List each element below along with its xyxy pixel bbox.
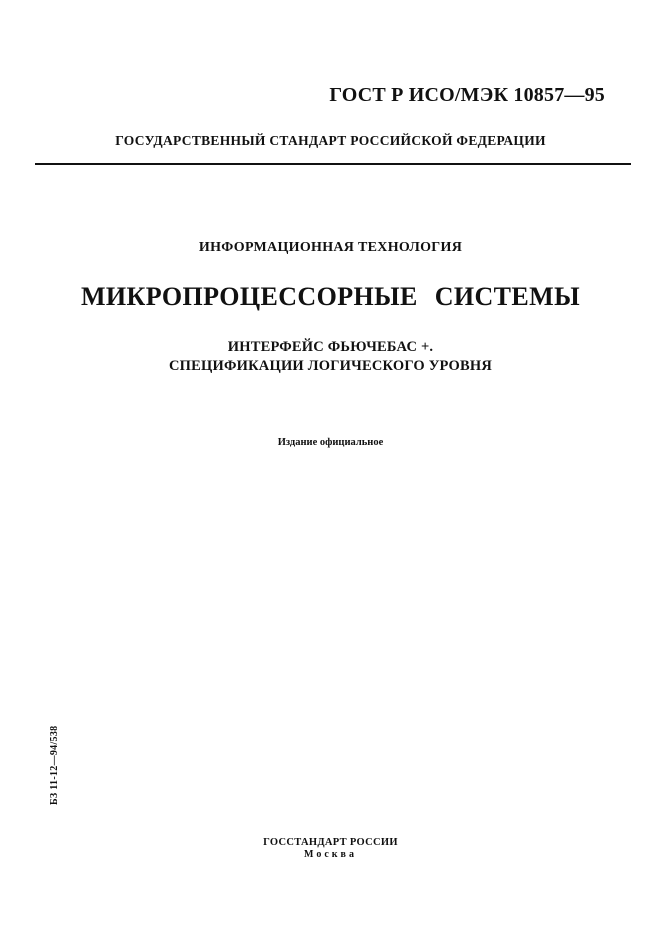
side-registration-code: БЗ 11-12—94/538 <box>49 725 60 805</box>
publisher-name: ГОССТАНДАРТ РОССИИ <box>263 837 398 848</box>
edition-note: Издание официальное <box>277 437 384 448</box>
document-subtitle <box>0 338 661 376</box>
publication-city: Москва <box>304 849 357 860</box>
document-category: ИНФОРМАЦИОННАЯ ТЕХНОЛОГИЯ <box>198 240 463 255</box>
header-divider <box>35 163 631 165</box>
subtitle-line-2: СПЕЦИФИКАЦИИ ЛОГИЧЕСКОГО УРОВНЯ <box>168 358 493 374</box>
subtitle-line-1: ИНТЕРФЕЙС ФЬЮЧЕБАС +. <box>227 339 434 355</box>
state-standard-text: ГОСУДАРСТВЕННЫЙ СТАНДАРТ РОССИЙСКОЙ ФЕДЕРАЦИИ <box>115 133 546 148</box>
standard-number: ГОСТ Р ИСО/МЭК 10857—95 <box>329 84 605 106</box>
state-standard-heading <box>0 133 661 149</box>
document-main-title: МИКРОПРОЦЕССОРНЫЕ СИСТЕМЫ <box>80 282 581 311</box>
